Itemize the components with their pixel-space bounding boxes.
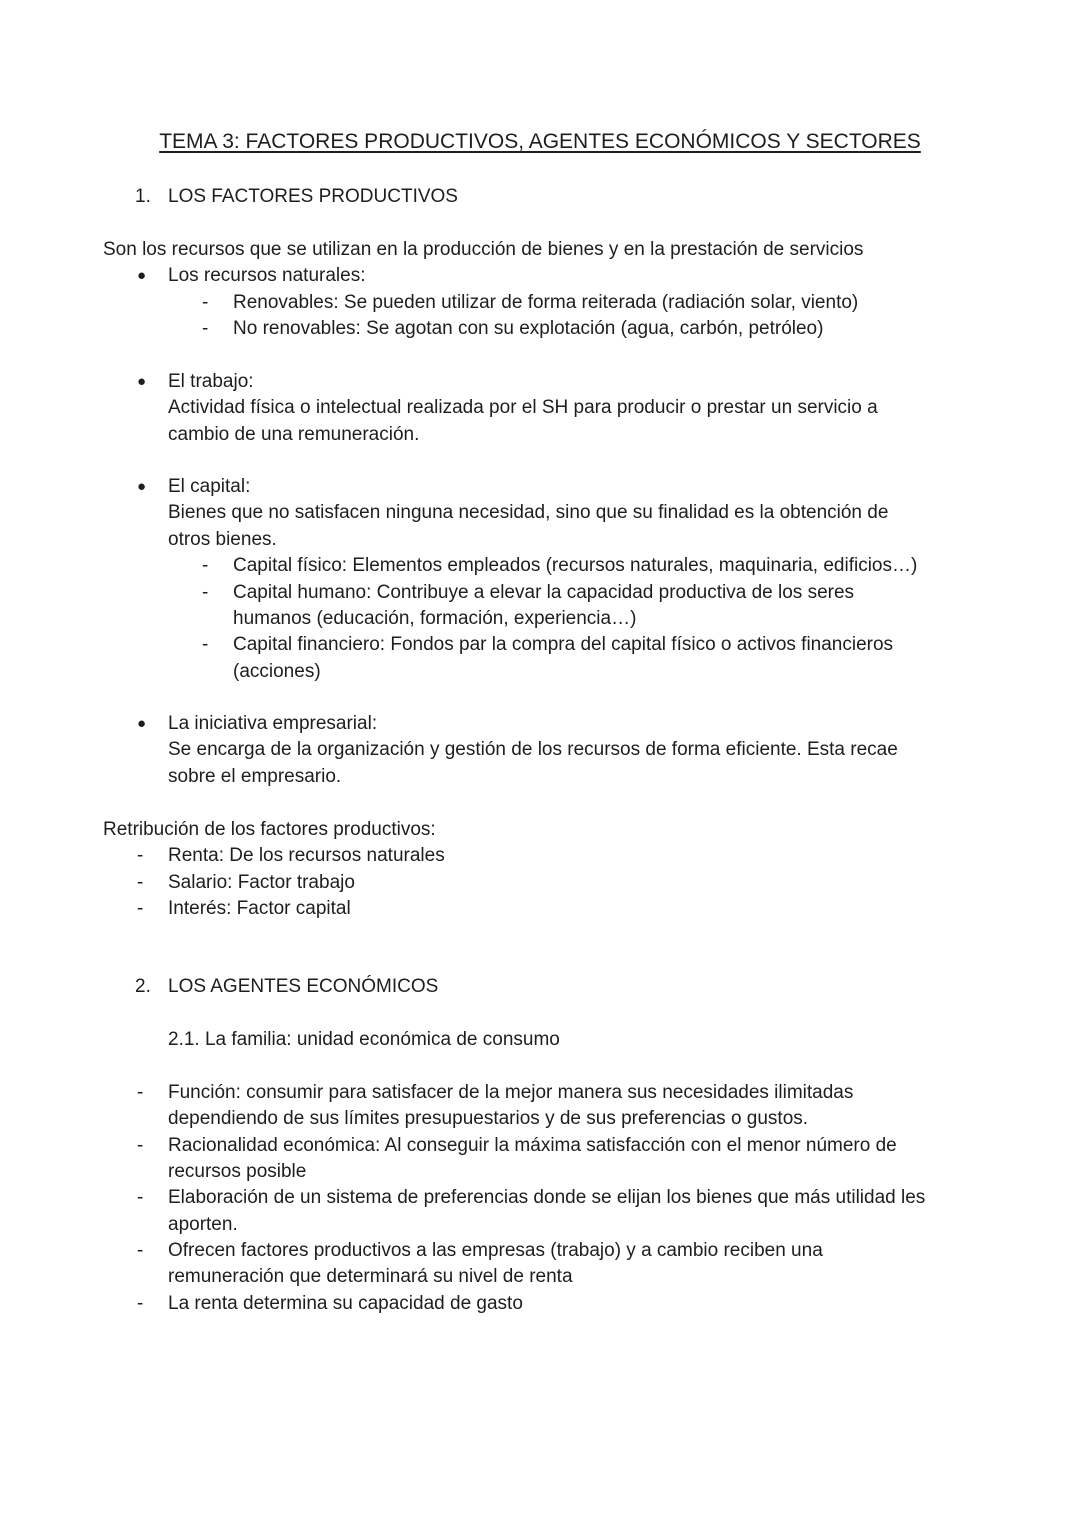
recursos-item: Renovables: Se pueden utilizar de forma reiterada (radiación solar, viento) [233, 292, 859, 313]
recursos-label: Los recursos naturales: [168, 265, 366, 286]
dash-icon: - [202, 582, 209, 603]
iniciativa-text: sobre el empresario. [168, 766, 342, 787]
bullet-icon: ● [137, 715, 147, 732]
familia-item: La renta determina su capacidad de gasto [168, 1293, 523, 1314]
dash-icon: - [137, 1293, 144, 1314]
dash-icon: - [137, 1187, 144, 1208]
trabajo-text: Actividad física o intelectual realizada por el SH para producir o prestar un servicio a [168, 397, 878, 418]
capital-text: Bienes que no satisfacen ninguna necesidad, sino que su finalidad es la obtención de [168, 502, 889, 523]
dash-icon: - [202, 634, 209, 655]
familia-item: Ofrecen factores productivos a las empresas (trabajo) y a cambio reciben una [168, 1240, 823, 1261]
familia-item-cont: recursos posible [168, 1161, 307, 1182]
section-2-heading: LOS AGENTES ECONÓMICOS [168, 976, 439, 997]
familia-item: Función: consumir para satisfacer de la mejor manera sus necesidades ilimitadas [168, 1082, 854, 1103]
trabajo-label: El trabajo: [168, 371, 254, 392]
capital-item: Capital físico: Elementos empleados (recursos naturales, maquinaria, edificios…) [233, 555, 918, 576]
familia-item-cont: aporten. [168, 1214, 238, 1235]
dash-icon: - [137, 845, 144, 866]
dash-icon: - [202, 555, 209, 576]
section-2-number: 2. [135, 976, 151, 997]
familia-item: Elaboración de un sistema de preferencias donde se elijan los bienes que más utilidad les [168, 1187, 926, 1208]
capital-item-cont: (acciones) [233, 661, 321, 682]
capital-item: Capital financiero: Fondos par la compra del capital físico o activos financieros [233, 634, 894, 655]
familia-item-cont: remuneración que determinará su nivel de renta [168, 1266, 573, 1287]
dash-icon: - [137, 872, 144, 893]
bullet-icon: ● [137, 373, 147, 390]
iniciativa-label: La iniciativa empresarial: [168, 713, 378, 734]
dash-icon: - [137, 898, 144, 919]
retribucion-item: Salario: Factor trabajo [168, 872, 355, 893]
dash-icon: - [137, 1135, 144, 1156]
capital-label: El capital: [168, 476, 251, 497]
dash-icon: - [202, 318, 209, 339]
recursos-item: No renovables: Se agotan con su explotación (agua, carbón, petróleo) [233, 318, 824, 339]
dash-icon: - [137, 1082, 144, 1103]
bullet-icon: ● [137, 267, 147, 284]
capital-text: otros bienes. [168, 529, 277, 550]
dash-icon: - [202, 292, 209, 313]
page-title: TEMA 3: FACTORES PRODUCTIVOS, AGENTES ECONÓMICOS Y SECTORES [159, 130, 921, 153]
iniciativa-text: Se encarga de la organización y gestión de los recursos de forma eficiente. Esta recae [168, 739, 898, 760]
familia-item: Racionalidad económica: Al conseguir la máxima satisfacción con el menor número de [168, 1135, 897, 1156]
trabajo-text: cambio de una remuneración. [168, 424, 420, 445]
capital-item-cont: humanos (educación, formación, experiencia…) [233, 608, 637, 629]
section-1-heading: LOS FACTORES PRODUCTIVOS [168, 186, 458, 207]
familia-item-cont: dependiendo de sus límites presupuestarios y de sus preferencias o gustos. [168, 1108, 809, 1129]
dash-icon: - [137, 1240, 144, 1261]
retribucion-item: Interés: Factor capital [168, 898, 351, 919]
section-1-number: 1. [135, 186, 151, 207]
bullet-icon: ● [137, 478, 147, 495]
retribucion-item: Renta: De los recursos naturales [168, 845, 445, 866]
capital-item: Capital humano: Contribuye a elevar la capacidad productiva de los seres [233, 582, 855, 603]
section-2-subheading: 2.1. La familia: unidad económica de consumo [168, 1029, 560, 1050]
retribucion-label: Retribución de los factores productivos: [103, 819, 436, 840]
section-1-intro: Son los recursos que se utilizan en la producción de bienes y en la prestación de servicios [103, 239, 864, 260]
